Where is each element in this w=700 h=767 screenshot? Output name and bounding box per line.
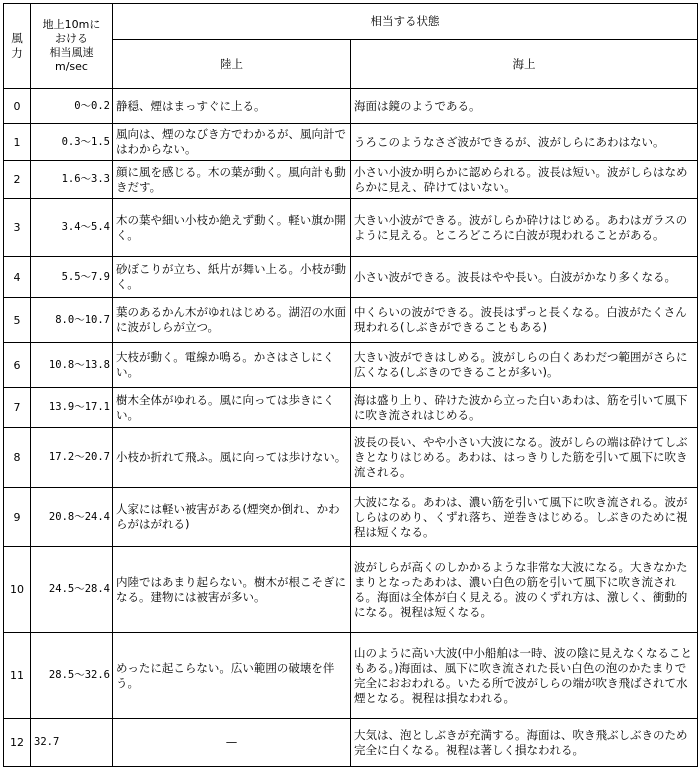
land-cell: 木の葉や細い小枝か絶えず動く。軽い旗か開く。 [113,199,351,257]
force-cell: 4 [4,257,31,298]
sea-cell: 小さい波ができる。波長はやや長い。白波がかなり多くなる。 [351,257,698,298]
land-cell: 風向は、煙のなびき方でわかるが、風向計ではわからない。 [113,124,351,161]
speed-cell: 17.2〜20.7 [31,428,113,488]
header-speed-line2: おける [55,32,88,45]
speed-cell: 3.4〜5.4 [31,199,113,257]
table-row [4,298,698,343]
table-row [4,547,698,633]
force-cell: 2 [4,161,31,199]
land-cell: 顔に風を感じる。木の葉が動く。風向計も動きだす。 [113,161,351,199]
force-cell: 0 [4,89,31,124]
beaufort-scale-table [3,3,698,767]
force-cell: 10 [4,547,31,633]
sea-cell: 中くらいの波ができる。波長はずっと長くなる。白波がたくさん現われる(しぶきができることもある) [351,298,698,343]
speed-cell: 1.6〜3.3 [31,161,113,199]
sea-cell: うろこのようなさざ波ができるが、波がしらにあわはない。 [351,124,698,161]
land-cell: — [113,719,351,767]
header-speed-line4: m/sec [55,60,88,73]
sea-cell: 大きい波ができはしめる。波がしらの白くあわだつ範囲がさらに広くなる(しぶきのできることが多い)。 [351,343,698,388]
table-row [4,257,698,298]
speed-cell: 20.8〜24.4 [31,488,113,547]
land-cell: 静穏、煙はまっすぐに上る。 [113,89,351,124]
land-cell: 砂ぼこりが立ち、紙片が舞い上る。小枝が動く。 [113,257,351,298]
force-cell: 1 [4,124,31,161]
speed-cell: 0.3〜1.5 [31,124,113,161]
force-cell: 12 [4,719,31,767]
force-cell: 11 [4,633,31,719]
header-state: 相当する状態 [113,4,698,40]
table-row [4,428,698,488]
table-row [4,633,698,719]
land-cell: めったに起こらない。広い範囲の破壊を伴う。 [113,633,351,719]
sea-cell: 山のように高い大波(中小船舶は一時、波の陰に見えなくなることもある。)海面は、風下に吹き流された長い白色の泡のかたまりで完全におおわれる。いたる所で波がしらの端が吹き飛ばされて水煙となる。視程は損なわれる。 [351,633,698,719]
speed-cell: 28.5〜32.6 [31,633,113,719]
land-cell: 人家には軽い被害がある(煙突か倒れ、かわらがはがれる) [113,488,351,547]
force-cell: 8 [4,428,31,488]
force-cell: 3 [4,199,31,257]
speed-cell: 8.0〜10.7 [31,298,113,343]
header-speed-line3: 相当風速 [49,46,94,59]
sea-cell: 波長の長い、やや小さい大波になる。波がしらの端は砕けてしぶきとなりはじめる。あわは、はっきりした筋を引いて風下に吹き流される。 [351,428,698,488]
force-cell: 7 [4,388,31,428]
sea-cell: 海は盛り上り、砕けた波から立った白いあわは、筋を引いて風下に吹き流されはじめる。 [351,388,698,428]
land-cell: 大枝が動く。電線か鳴る。かさはさしにくい。 [113,343,351,388]
sea-cell: 大きい小波ができる。波がしらか砕けはじめる。あわはガラスのように見える。ところどころに白波が現われることがある。 [351,199,698,257]
table-row [4,161,698,199]
table-row [4,388,698,428]
header-speed-line1: 地上10mに [42,18,101,31]
table-row [4,124,698,161]
force-cell: 9 [4,488,31,547]
sea-cell: 大波になる。あわは、濃い筋を引いて風下に吹き流される。波がしらはのめり、くずれ落ち、逆巻きはじめる。しぶきのために視程は短くなる。 [351,488,698,547]
header-force: 風力 [4,4,31,89]
land-cell: 樹木全体がゆれる。風に向っては歩きにくい。 [113,388,351,428]
table-row [4,199,698,257]
table-row [4,488,698,547]
land-cell: 葉のあるかん木がゆれはじめる。湖沼の水面に波がしらが立つ。 [113,298,351,343]
speed-cell: 0〜0.2 [31,89,113,124]
land-cell: 内陸ではあまり起らない。樹木が根こそぎになる。建物には被害が多い。 [113,547,351,633]
sea-cell: 波がしらが高くのしかかるような非常な大波になる。大きなかたまりとなったあわは、濃い白色の筋を引いて風下に吹き流される。海面は全体が白く見える。波のくずれ方は、激しく、衝動的になる。視程は短くなる。 [351,547,698,633]
sea-cell: 小さい小波か明らかに認められる。波長は短い。波がしらはなめらかに見え、砕けてはいない。 [351,161,698,199]
force-cell: 6 [4,343,31,388]
table-row [4,343,698,388]
land-cell: 小枝か折れて飛ふ。風に向っては歩けない。 [113,428,351,488]
sea-cell: 海面は鏡のようである。 [351,89,698,124]
speed-cell: 13.9〜17.1 [31,388,113,428]
speed-cell: 32.7 [31,719,113,767]
sea-cell: 大気は、泡としぶきが充満する。海面は、吹き飛ぶしぶきのため完全に白くなる。視程は著しく損なわれる。 [351,719,698,767]
speed-cell: 24.5〜28.4 [31,547,113,633]
header-speed [31,4,113,89]
table-row [4,89,698,124]
header-land: 陸上 [113,40,351,89]
speed-cell: 5.5〜7.9 [31,257,113,298]
speed-cell: 10.8〜13.8 [31,343,113,388]
header-sea: 海上 [351,40,698,89]
table-row [4,719,698,767]
force-cell: 5 [4,298,31,343]
